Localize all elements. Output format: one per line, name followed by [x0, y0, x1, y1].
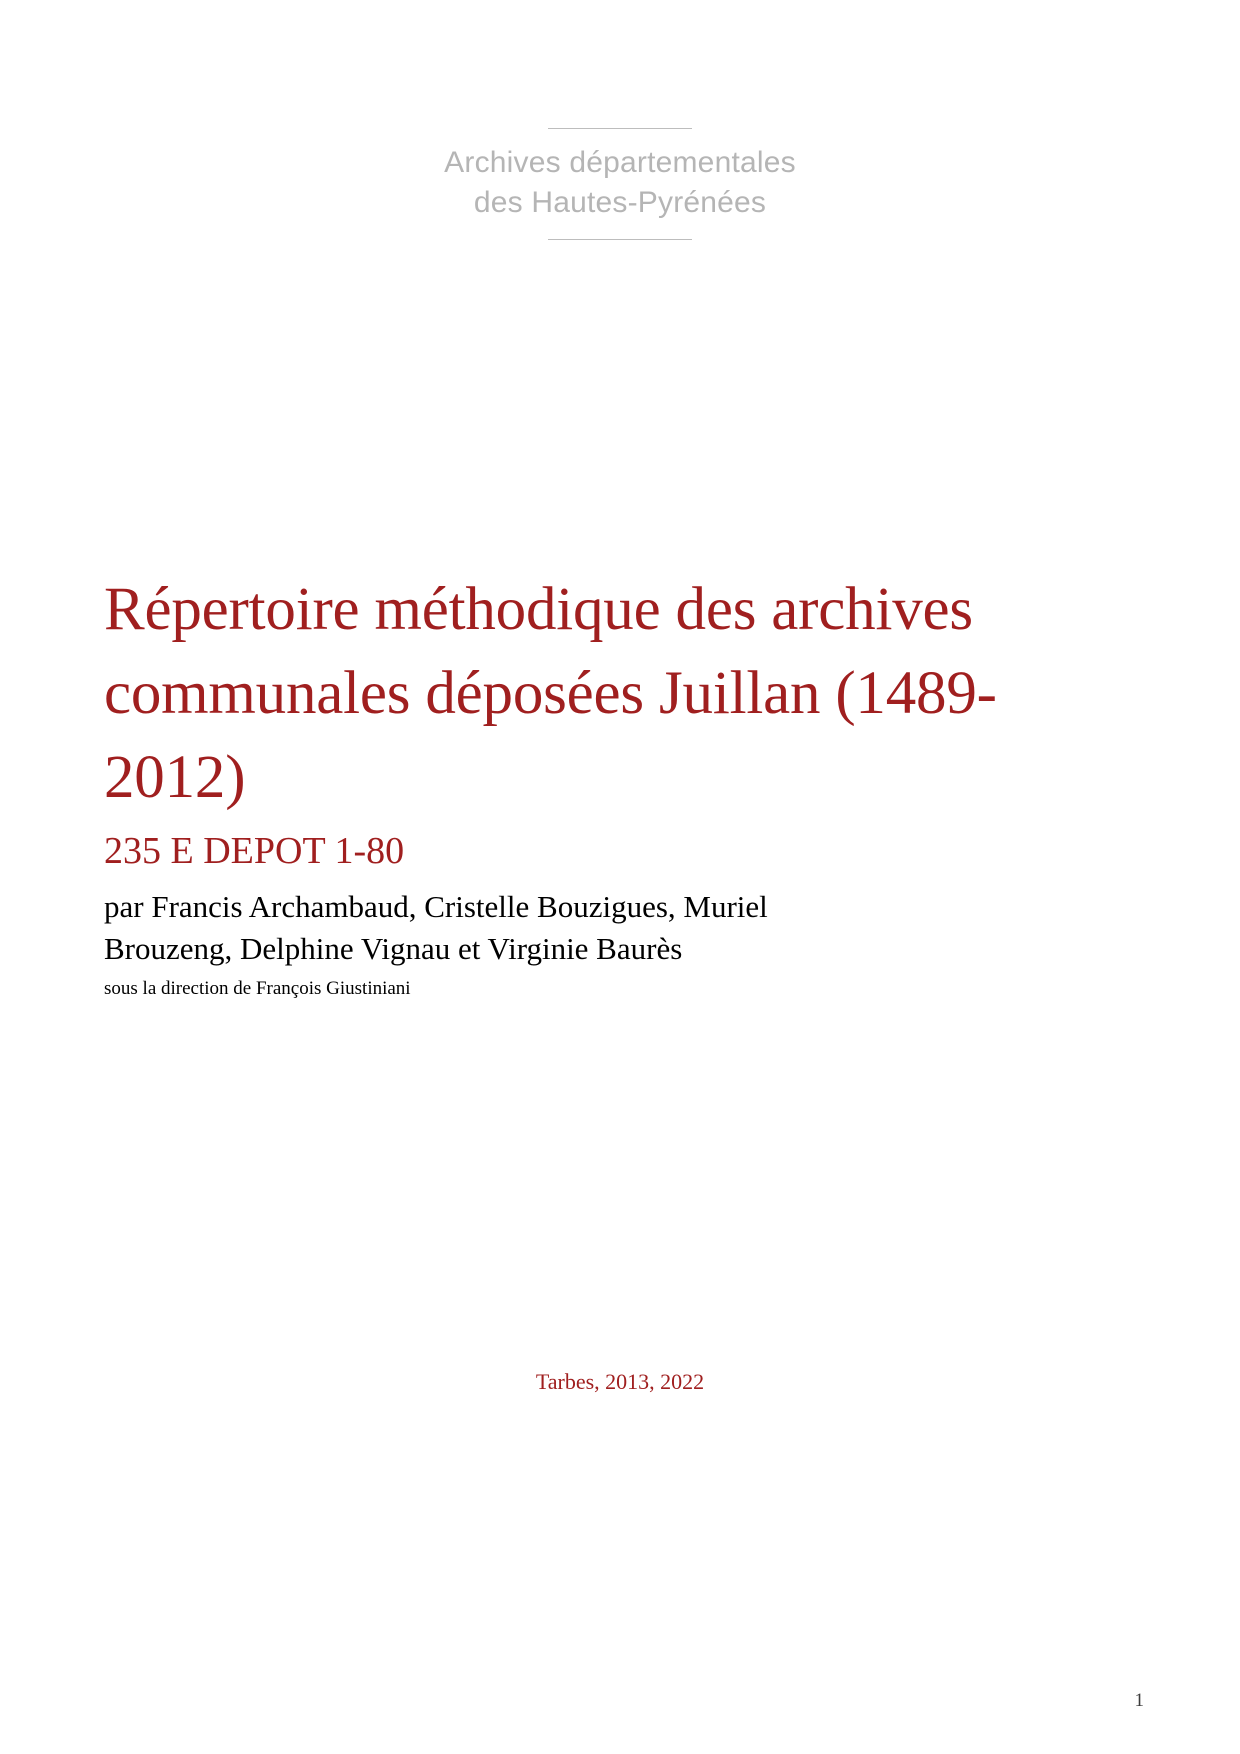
direction-credit: sous la direction de François Giustiniani [104, 978, 411, 999]
institution-name-line2: des Hautes-Pyrénées [473, 186, 767, 219]
institution-name-line1: Archives départementales [444, 146, 796, 179]
institution-header [0, 128, 1240, 240]
place-and-date: Tarbes, 2013, 2022 [535, 1369, 705, 1394]
archive-reference: 235 E DEPOT 1-80 [104, 830, 405, 872]
header-divider-bottom [548, 239, 692, 240]
authors: par Francis Archambaud, Cristelle Bouzigues, Muriel Brouzeng, Delphine Vignau et Virginie Baurès [104, 889, 768, 966]
page-title: Répertoire méthodique des archives communales déposées Juillan (1489-2012) [104, 576, 997, 811]
title-block [104, 568, 1104, 1002]
header-divider-top [548, 128, 692, 129]
page-number: 1 [1134, 1690, 1144, 1711]
